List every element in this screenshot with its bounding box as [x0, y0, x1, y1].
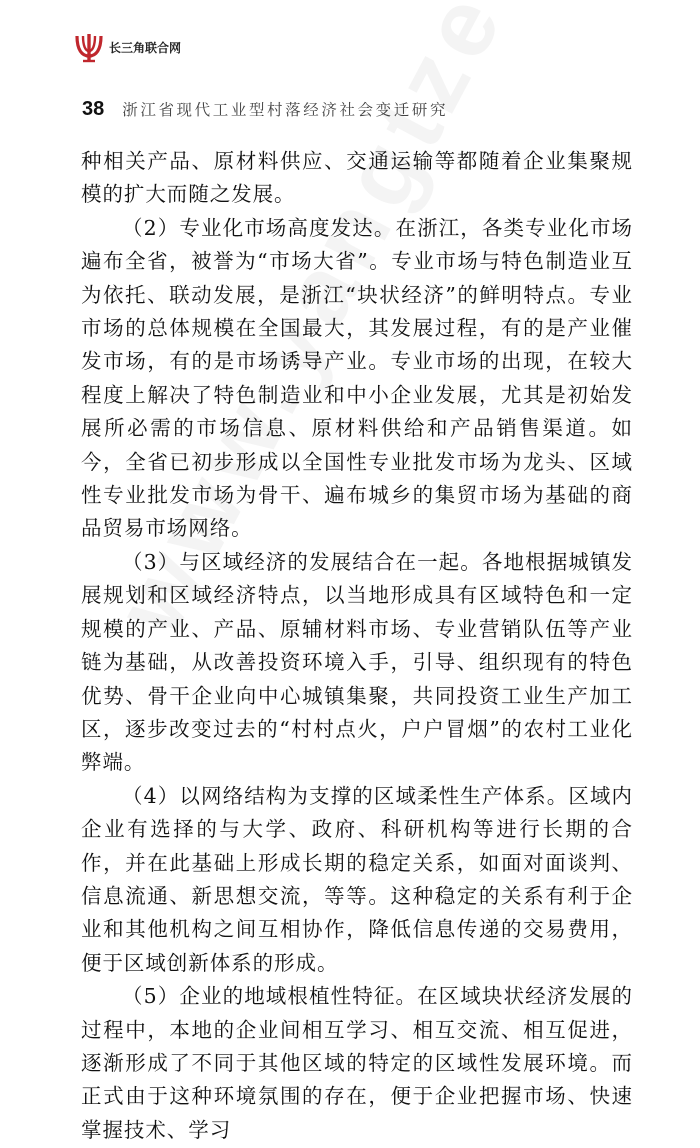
paragraph: （3）与区域经济的发展结合在一起。各地根据城镇发展规划和区域经济特点，以当地形成具有区域特色和一定规模的产业、产品、原辅材料市场、专业营销队伍等产业链为基础，从改善投资环境入手，引导、组织现有的特色优势、骨干企业向中心城镇集聚，共同投资工业生产加工区，逐步改变过去的“村村点火，户户冒烟”的农村工业化弊端。 [81, 549, 633, 775]
paragraph: （2）专业化市场高度发达。在浙江，各类专业化市场遍布全省，被誉为“市场大省”。专业市场与特色制造业互为依托、联动发展，是浙江“块状经济”的鲜明特点。专业市场的总体规模在全国最大，其发展过程，有的是产业催发市场，有的是市场诱导产业。专业市场的出现，在较大程度上解决了特色制造业和中小企业发展，尤其是初始发展所必需的市场信息、原材料供给和产品销售渠道。如今，全省已初步形成以全国性专业批发市场为龙头、区域性专业批发市场为骨干、遍布城乡的集贸市场为基础的商品贸易市场网络。 [81, 215, 633, 541]
yangtze-logo-icon [72, 30, 106, 64]
site-logo [72, 30, 181, 64]
paragraph: （5）企业的地域根植性特征。在区域块状经济发展的过程中，本地的企业间相互学习、相互交流、相互促进，逐渐形成了不同于其他区域的特定的区域性发展环境。而正式由于这种环境氛围的存在，便于企业把握市场、快速掌握技术、学习 [81, 984, 633, 1142]
paragraph: 种相关产品、原材料供应、交通运输等都随着企业集聚规模的扩大而随之发展。 [81, 149, 633, 207]
body-text [81, 145, 633, 1147]
paragraph: （4）以网络结构为支撑的区域柔性生产体系。区域内企业有选择的与大学、政府、科研机构等进行长期的合作，并在此基础上形成长期的稳定关系，如面对面谈判、信息流通、新思想交流，等等。这种稳定的关系有利于企业和其他机构之间互相协作，降低信息传递的交易费用，便于区域创新体系的形成。 [81, 783, 633, 975]
logo-text: 长三角联合网 [109, 40, 182, 55]
running-head [82, 98, 448, 121]
book-title: 浙江省现代工业型村落经济社会变迁研究 [122, 101, 449, 119]
page-number: 38 [82, 98, 105, 120]
